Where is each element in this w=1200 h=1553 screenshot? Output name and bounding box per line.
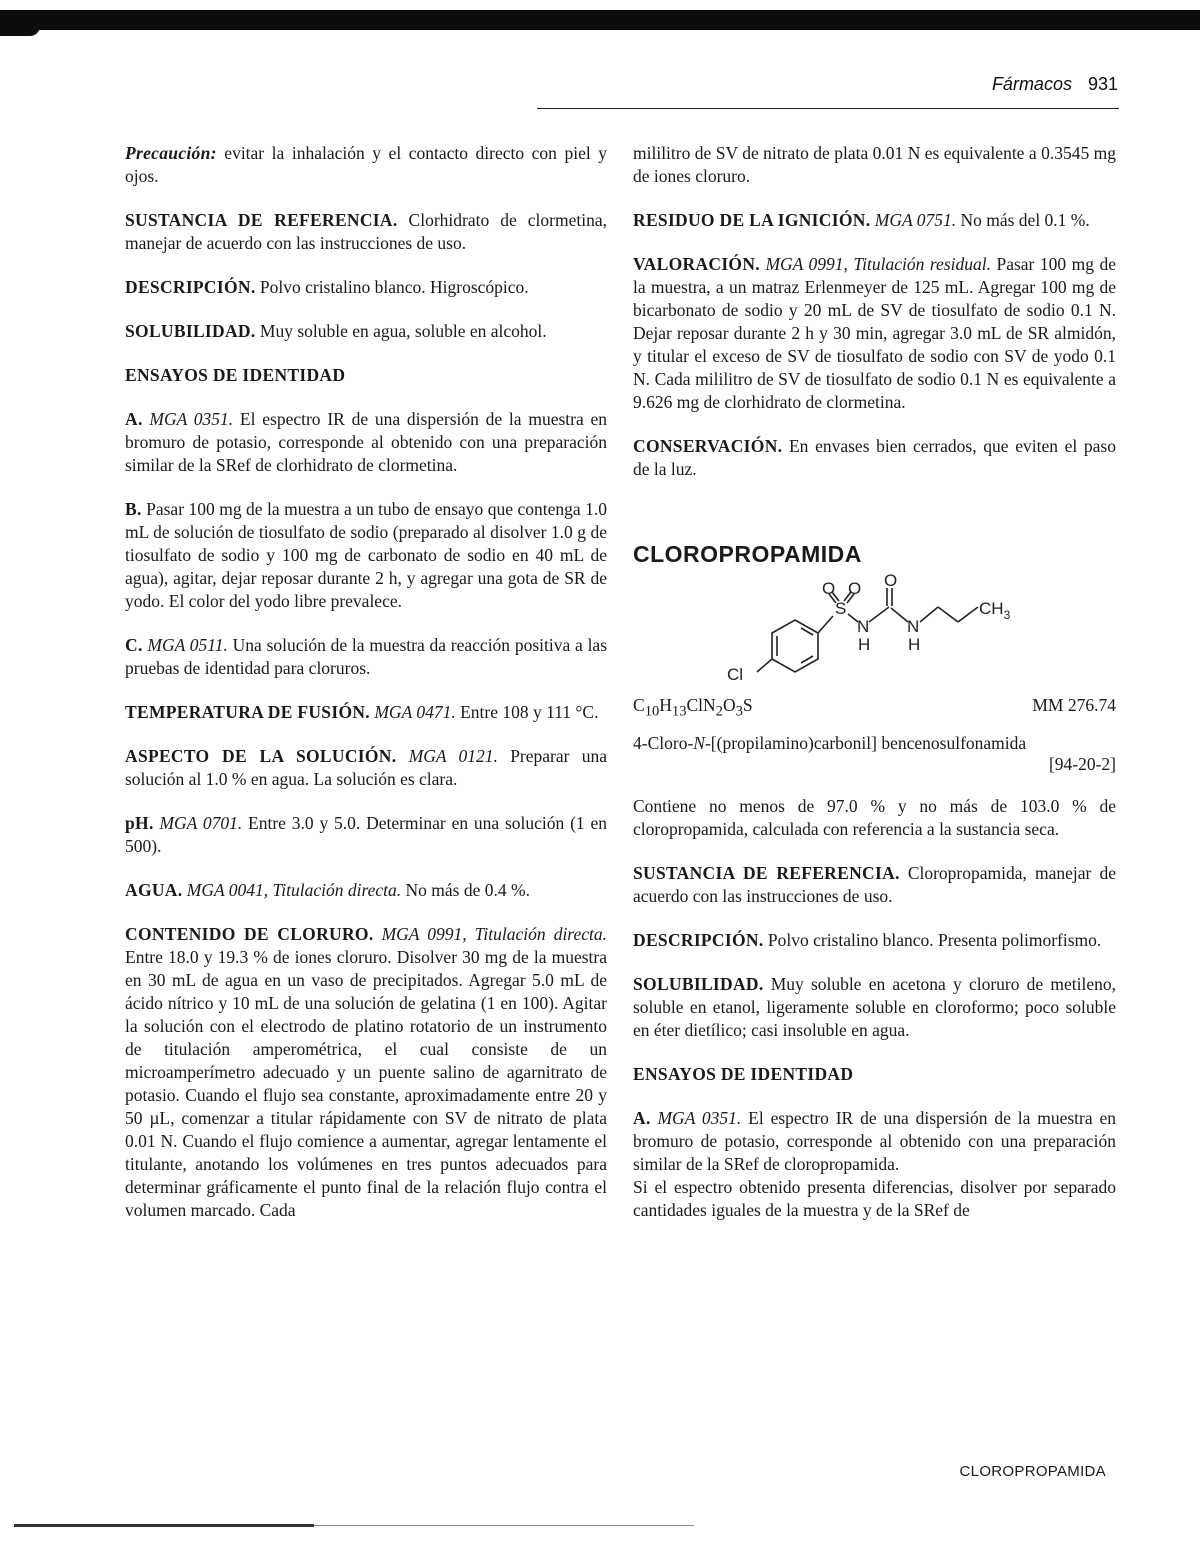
residuo-label: RESIDUO DE LA IGNICIÓN. bbox=[633, 210, 871, 230]
ensayo-a-label: A. bbox=[125, 409, 143, 429]
agua-paragraph bbox=[125, 879, 607, 902]
conservacion-label: CONSERVACIÓN. bbox=[633, 436, 783, 456]
monograph-title: CLOROPROPAMIDA bbox=[633, 541, 862, 567]
solubilidad2-text: Muy soluble en acetona y cloruro de metileno, soluble en etanol, ligeramente soluble en cloroformo; poco soluble en éter dietílico; casi insoluble en agua. bbox=[633, 973, 1116, 1040]
conservacion-paragraph bbox=[633, 435, 1116, 481]
solubilidad-text: Muy soluble en agua, soluble en alcohol. bbox=[255, 321, 547, 341]
valoracion-ref: MGA 0991, Titulación residual. bbox=[765, 254, 991, 274]
cas-number: [94-20-2] bbox=[1048, 753, 1116, 774]
structure-atoms bbox=[727, 571, 1011, 684]
atom-n2: N bbox=[907, 617, 920, 636]
atom-n1: N bbox=[857, 617, 870, 636]
descripcion2-text: Polvo cristalino blanco. Presenta polimorfismo. bbox=[763, 929, 1102, 950]
page-number: 931 bbox=[1087, 74, 1118, 94]
scan-bottom-bar-fade bbox=[314, 1525, 694, 1526]
contiene-paragraph: Contiene no menos de 97.0 % y no más de 103.0 % de cloropropamida, calculada con referencia a la sustancia seca. bbox=[633, 795, 1116, 839]
running-head-section: Fármacos bbox=[991, 74, 1072, 94]
running-head bbox=[992, 74, 1118, 95]
aspecto-paragraph bbox=[125, 745, 607, 791]
atom-o1: O bbox=[822, 579, 836, 598]
scan-bottom-bar bbox=[14, 1524, 314, 1527]
ensayo-c-paragraph bbox=[125, 634, 607, 680]
ph-label: pH. bbox=[125, 813, 154, 833]
sustancia-label: SUSTANCIA DE REFERENCIA. bbox=[125, 210, 398, 230]
ph-text: Entre 3.0 y 5.0. Determinar en una solución (1 en 500). bbox=[125, 813, 608, 856]
ph-ref: MGA 0701. bbox=[159, 813, 243, 833]
conservacion-text: En envases bien cerrados, que eviten el paso de la luz. bbox=[633, 436, 1116, 479]
bond-n2-ch2 bbox=[920, 607, 938, 622]
formula-row bbox=[633, 694, 1116, 724]
precaucion-label: Precaución: bbox=[125, 143, 217, 163]
valoracion-paragraph bbox=[633, 253, 1116, 414]
agua-label: AGUA. bbox=[125, 880, 183, 900]
ensayo2-a-label: A. bbox=[633, 1107, 651, 1128]
solubilidad-label: SOLUBILIDAD. bbox=[125, 321, 256, 341]
solubilidad2-label: SOLUBILIDAD. bbox=[633, 973, 764, 994]
sustancia2-label: SUSTANCIA DE REFERENCIA. bbox=[633, 862, 900, 883]
ensayo-b-paragraph bbox=[125, 498, 607, 613]
residuo-ref: MGA 0751. bbox=[874, 210, 957, 230]
footer-monograph-name: CLOROPROPAMIDA bbox=[959, 1463, 1106, 1480]
solubilidad-paragraph bbox=[125, 320, 607, 343]
descripcion2-paragraph bbox=[633, 929, 1116, 952]
ensayo-a-text: El espectro IR de una dispersión de la muestra en bromuro de potasio, corresponde al obtenido con una preparación similar de la SRef de clorhidrato de clormetina. bbox=[125, 409, 608, 475]
residuo-paragraph bbox=[633, 209, 1116, 232]
ensayo2-a-text: El espectro IR de una dispersión de la muestra en bromuro de potasio, corresponde al obtenido con una preparación similar de la SRef de cloropropamida. bbox=[633, 1107, 1117, 1174]
temperatura-ref: MGA 0471. bbox=[374, 702, 456, 722]
descripcion-text: Polvo cristalino blanco. Higroscópico. bbox=[255, 277, 529, 297]
descripcion-paragraph bbox=[125, 276, 607, 299]
scan-top-bar-tail bbox=[0, 26, 40, 36]
sustancia-text: Clorhidrato de clormetina, manejar de acuerdo con las instrucciones de uso. bbox=[125, 210, 607, 253]
aspecto-label: ASPECTO DE LA SOLUCIÓN. bbox=[125, 746, 397, 766]
valoracion-label: VALORACIÓN. bbox=[633, 254, 760, 274]
sustancia2-paragraph bbox=[633, 862, 1116, 908]
header-rule bbox=[537, 108, 1119, 109]
molecular-formula: $C_{10}H_{13}ClN_2O_3S$ bbox=[633, 695, 753, 720]
atom-o3: O bbox=[884, 571, 898, 590]
ensayo2-a-ref: MGA 0351. bbox=[657, 1107, 742, 1128]
temperatura-text: Entre 108 y 111 °C. bbox=[455, 702, 599, 722]
bond-ring-cl bbox=[757, 659, 772, 672]
ensayos2-heading: ENSAYOS DE IDENTIDAD bbox=[633, 1063, 854, 1084]
ensayo-b-text: Pasar 100 mg de la muestra a un tubo de ensayo que contenga 1.0 mL de solución de tiosulfato de sodio (preparado al disolver 1.0 g de tiosulfato de sodio y 100 mg de carbonato de sodio en 40 mL de agua), agitar, dejar reposar durante 2 h, y agregar una gota de SR de yodo. El color del yodo libre prevalece. bbox=[125, 499, 607, 611]
contenido-text: Entre 18.0 y 19.3 % de iones cloruro. Disolver 30 mg de la muestra en 30 mL de agua en un vaso de precipitados. Agregar 5.0 mL de ácido nítrico y 10 mL de una solución de gelatina (1 en 100). Agitar la solución con el electrodo de platino rotatorio de un instrumento de titulación amperométrica, el cual consiste de un microamperímetro adecuado y un puente salino de agarnitrato de potasio. Cuando el flujo sea constante, aproximadamente entre 20 y 50 µL, comenzar a titular rápidamente con SV de nitrato de plata 0.01 N. Cuando el flujo comience a aumentar, agregar lentamente el titulante, anotando los volúmenes en tres puntos adecuados para determinar gráficamente el punto final de la relación flujo contra el volumen marcado. Cada bbox=[125, 947, 607, 1220]
descripcion-label: DESCRIPCIÓN. bbox=[125, 277, 256, 297]
ensayo-c-label: C. bbox=[125, 635, 143, 655]
precaucion-paragraph bbox=[125, 142, 607, 188]
sustancia2-text: Cloropropamida, manejar de acuerdo con las instrucciones de uso. bbox=[633, 862, 1116, 906]
sustancia-paragraph bbox=[125, 209, 607, 255]
atom-ch3: $CH_3$ bbox=[979, 599, 1011, 622]
bond-ch2-ch2 bbox=[938, 607, 958, 622]
ensayo-b-label: B. bbox=[125, 499, 142, 519]
contenido-continuation: mililitro de SV de nitrato de plata 0.01 N es equivalente a 0.3545 mg de iones cloruro. bbox=[633, 143, 1116, 186]
temperatura-paragraph bbox=[125, 701, 607, 724]
bond-c-n2 bbox=[891, 608, 908, 622]
ensayo-a-ref: MGA 0351. bbox=[149, 409, 234, 429]
benzene-ring bbox=[772, 620, 818, 672]
bond-ch2-ch3 bbox=[958, 607, 978, 622]
atom-cl: Cl bbox=[727, 665, 744, 684]
agua-text: No más de 0.4 %. bbox=[401, 880, 530, 900]
ensayo2-a-paragraph bbox=[633, 1107, 1116, 1176]
ensayo-c-ref: MGA 0511. bbox=[147, 635, 228, 655]
ph-paragraph bbox=[125, 812, 607, 858]
contenido-paragraph bbox=[125, 923, 607, 1222]
aspecto-ref: MGA 0121. bbox=[408, 746, 498, 766]
agua-ref: MGA 0041, Titulación directa. bbox=[186, 880, 402, 900]
bond-n1-c bbox=[869, 607, 889, 622]
precaucion-text: evitar la inhalación y el contacto directo con piel y ojos. bbox=[125, 143, 607, 186]
ensayo2-a-continuation: Si el espectro obtenido presenta diferencias, disolver por separado cantidades iguales de la muestra y de la SRef de bbox=[633, 1176, 1116, 1220]
descripcion2-label: DESCRIPCIÓN. bbox=[633, 929, 764, 950]
atom-s: S bbox=[835, 599, 847, 618]
ensayo-c-text: Una solución de la muestra da reacción positiva a las pruebas de identidad para cloruros. bbox=[125, 635, 608, 678]
atom-o2: O bbox=[848, 579, 862, 598]
atom-h2: H bbox=[908, 635, 921, 654]
residuo-text: No más del 0.1 %. bbox=[956, 210, 1090, 230]
atom-h1: H bbox=[858, 635, 871, 654]
ensayos-heading: ENSAYOS DE IDENTIDAD bbox=[125, 365, 346, 385]
left-column bbox=[125, 142, 607, 1243]
valoracion-text: Pasar 100 mg de la muestra, a un matraz Erlenmeyer de 125 mL. Agregar 100 mg de bicarbonato de sodio y 20 mL de SV de tiosulfato de sodio 0.1 N. Dejar reposar durante 2 h y 30 min, agregar 3.0 mL de SR almidón, y titular el exceso de SV de tiosulfato de sodio con SV de yodo 0.1 N. Cada mililitro de SV de tiosulfato de sodio 0.1 N es equivalente a 9.626 mg de clorhidrato de clormetina. bbox=[633, 254, 1116, 412]
right-column bbox=[633, 142, 1116, 1243]
scan-top-bar bbox=[0, 10, 1200, 30]
iupac-name: 4-Cloro-N-[(propilamino)carbonil] bencenosulfonamida bbox=[633, 732, 1027, 753]
bond-ring-s bbox=[818, 616, 833, 633]
contenido-label: CONTENIDO DE CLORURO. bbox=[125, 924, 374, 944]
contenido-ref: MGA 0991, Titulación directa. bbox=[381, 924, 607, 944]
solubilidad2-paragraph bbox=[633, 973, 1116, 1042]
molar-mass: MM 276.74 bbox=[1032, 695, 1116, 715]
chemical-structure bbox=[633, 570, 1116, 690]
aspecto-text: Preparar una solución al 1.0 % en agua. La solución es clara. bbox=[125, 746, 607, 789]
temperatura-label: TEMPERATURA DE FUSIÓN. bbox=[125, 702, 370, 722]
ensayo-a-paragraph bbox=[125, 408, 607, 477]
